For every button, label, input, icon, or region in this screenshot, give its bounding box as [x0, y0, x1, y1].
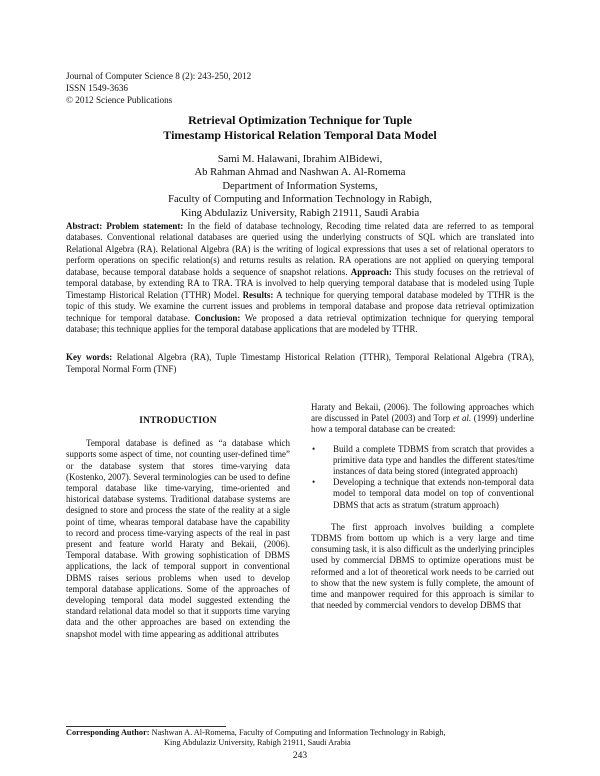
page-number: 243	[292, 751, 308, 761]
journal-header	[66, 70, 251, 106]
footnote-divider	[66, 726, 226, 727]
results-text: A technique for querying temporal database modeled by TTHR is the topic of this study. We examine the current issues and problems in temporal database and propose data retrieval optimization technique for temporal database.	[66, 289, 534, 323]
abstract	[66, 221, 534, 336]
left-column	[66, 416, 290, 640]
corresponding-author	[66, 728, 536, 748]
list-item	[311, 477, 534, 511]
author-block	[60, 153, 540, 220]
right-column	[311, 402, 534, 611]
approaches-paragraph	[311, 402, 534, 436]
keywords	[66, 352, 534, 375]
bullet-icon: •	[312, 477, 316, 488]
results-label: Results:	[242, 289, 274, 300]
introduction-heading: INTRODUCTION	[139, 416, 217, 426]
first-approach-paragraph: The first approach involves building a complete TDBMS from bottom up which is a very large and time consuming task, it is also difficult as the underlying principles used by commercial DBMS to optimize operations must be reformed and a lot of theoretical work needs to be carried out to show that the new system is fully complete, the amount of time and manpower required for this approach is similar to that needed by commercial vendors to develop DBMS that	[311, 521, 534, 611]
conclusion-text: We proposed a data retrieval optimization technique for querying temporal database; this technique applies for the temporal database applications that are modeled by TTHR.	[66, 312, 535, 335]
approaches-list	[311, 444, 534, 511]
authors-line-1: Sami M. Halawani, Ibrahim AlBidewi,	[217, 154, 383, 165]
journal-copyright: © 2012 Science Publications	[66, 95, 173, 105]
journal-issn: ISSN 1549-3636	[66, 83, 129, 93]
keywords-label: Key words:	[66, 352, 113, 362]
problem-statement-text: In the field of database technology, Recoding time related data are referred to as temporal databases. Conventional relational databases are queried using the underlying constructs of SQL which are translated into Relational Algebra (RA). Relational Algebra (RA) is the writing of logical expressions that uses a set of relational operators to perform operations on specific relation(s) and returns results as relation. RA operations are not applied on querying temporal database, because temporal database holds a sequence of snapshot relations.	[66, 221, 535, 277]
problem-statement-label: Problem statement:	[106, 221, 184, 231]
introduction-paragraph: Temporal database is defined as “a database which supports some aspect of time, not counting user-defined time” or the database system that stores time-varying data (Kostenko, 2007). Several terminologies can be used to define temporal database like time-varying, time-oriented and historical database systems. Traditional database systems are designed to store and process the state of the reality at a sigle point of time, whearas temporal database have the capability to record and process time-varying aspects of the real in past present and feature world Haraty and Bekaii, (2006). Temporal database. With growing sophistication of DBMS applications, the lack of temporal support in conventional DBMS raises serious problems when used to develop temporal database applications. Some of the approaches of developing temporal data model suggested extending the standard relational data model so that it supports time varying data and the other approaches are based on extending the snapshot model with time appearing as additional attributes	[66, 438, 290, 639]
approaches-text-start: Haraty and Bekaii, (2006). The following approaches which are discussed in Patel (2003) and Torp	[311, 402, 534, 424]
authors-line-2: Ab Rahman Ahmad and Nashwan A. Al-Romema	[194, 167, 406, 179]
title-line-1: Retrieval Optimization Technique for Tuple	[188, 113, 412, 127]
corresponding-author-line-2: King Abdulaziz University, Rabigh 21911, Saudi Arabia	[164, 738, 351, 748]
list-item-text: Developing a technique that extends non-temporal data model to temporal data model on top of conventional DBMS that acts as stratum (stratum approach)	[333, 477, 534, 510]
bullet-icon: •	[312, 443, 316, 454]
corresponding-author-line-1: Nashwan A. Al-Romema, Faculty of Computing and Information Technology in Rabigh,	[151, 728, 446, 737]
list-item	[311, 444, 534, 478]
corresponding-author-label: Corresponding Author:	[66, 728, 150, 737]
et-al: et al.	[452, 413, 472, 424]
journal-citation: Journal of Computer Science 8 (2): 243-250, 2012	[66, 71, 252, 81]
list-item-text: Build a complete TDBMS from scratch that provides a primitive data type and handles the different states/time instances of data being stored (integrated approach)	[333, 443, 534, 477]
author-university: King Abdulaziz University, Rabigh 21911, Saudi Arabia	[180, 207, 420, 219]
approaches-text-end: (1999) underline how a temporal database can be created:	[311, 413, 535, 435]
title-line-2: Timestamp Historical Relation Temporal Data Model	[163, 127, 437, 142]
approach-label: Approach:	[350, 266, 392, 277]
abstract-label: Abstract:	[66, 221, 103, 231]
approach-text: This study focuses on the retrieval of temporal database, by extending RA to TRA. TRA is involved to help querying temporal database that is modeled using Tuple Timestamp Historical Relation (TTHR) Model.	[66, 266, 534, 300]
author-faculty: Faculty of Computing and Information Technology in Rabigh,	[168, 194, 432, 206]
author-department: Department of Information Systems,	[222, 180, 378, 192]
conclusion-label: Conclusion:	[194, 312, 241, 323]
keywords-text: Relational Algebra (RA), Tuple Timestamp Historical Relation (TTHR), Temporal Relational Algebra (TRA), Temporal Normal Form (TNF)	[66, 352, 534, 374]
paper-title	[60, 113, 540, 142]
